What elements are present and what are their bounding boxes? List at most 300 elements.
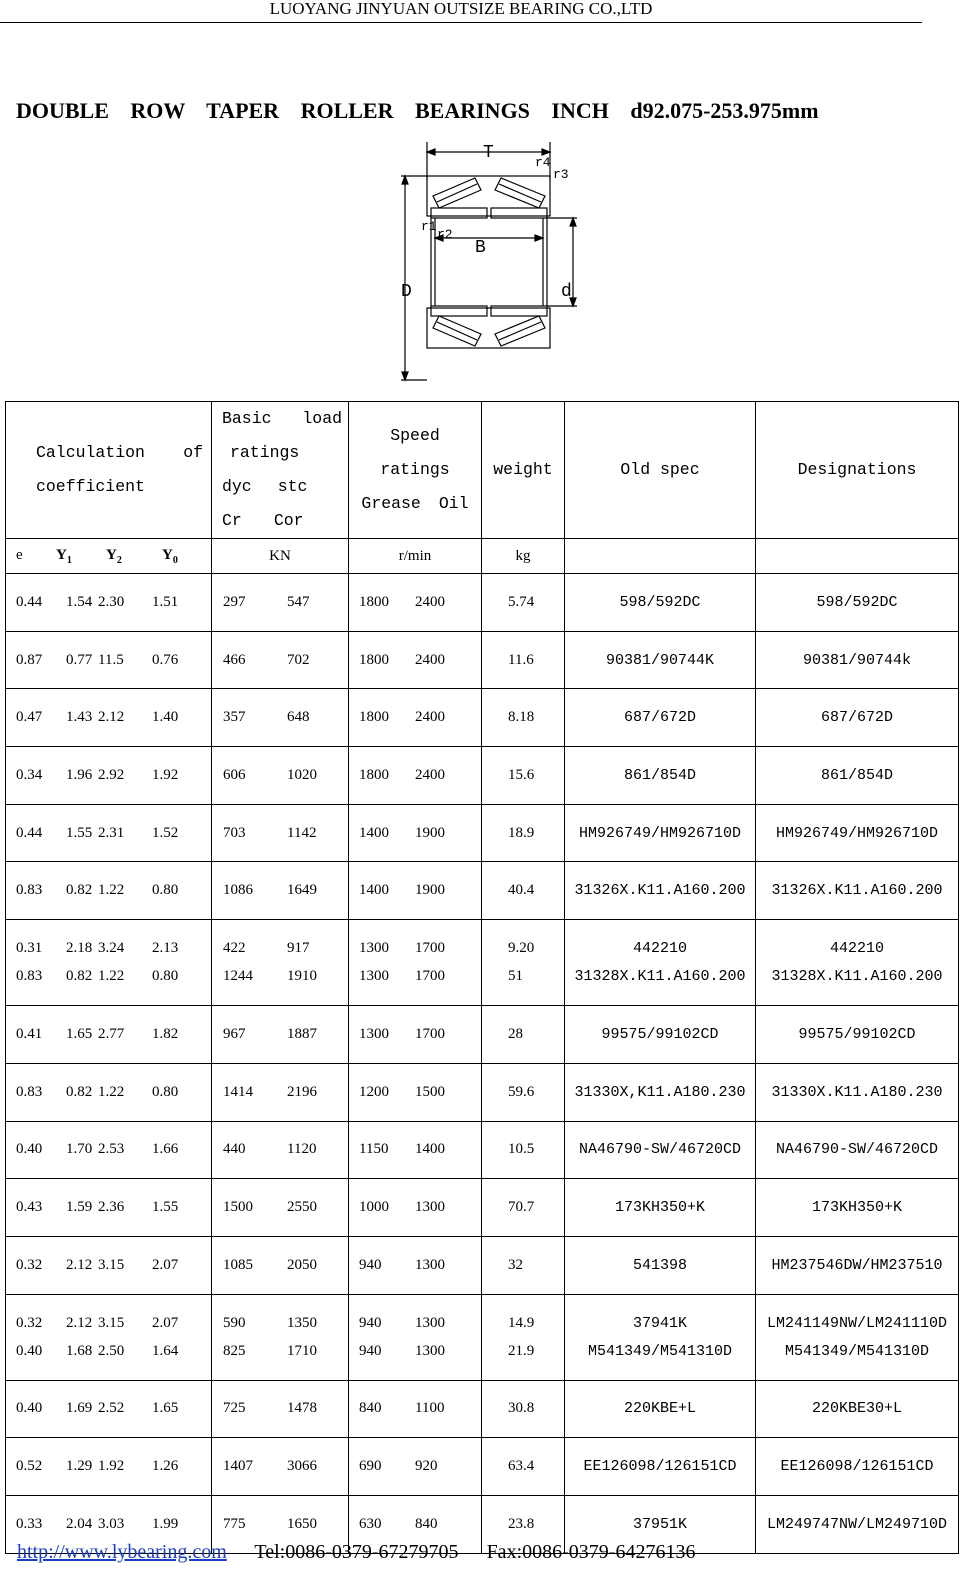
coef-e: 0.87 <box>16 651 43 668</box>
speed-oil: 1500 <box>415 1083 445 1100</box>
load-cor: 1142 <box>287 824 317 841</box>
load-cr: 1407 <box>223 1458 253 1475</box>
speed-cell <box>349 1121 482 1179</box>
load-cell <box>212 1236 349 1294</box>
title-word: d92.075-253.975mm <box>630 98 819 123</box>
designation-cell <box>756 1236 959 1294</box>
table-row <box>6 689 959 747</box>
old-spec-value: 173KH350+K <box>614 1199 705 1217</box>
old-spec-cell <box>565 862 756 920</box>
designation-value: 598/592DC <box>816 593 898 611</box>
weight-value: 28 <box>508 1025 523 1042</box>
coef-y1: 1.68 <box>66 1342 93 1359</box>
weight-cell <box>482 920 565 1006</box>
speed-grease: 630 <box>359 1515 382 1532</box>
old-spec-value: 861/854D <box>623 766 696 784</box>
old-spec-cell <box>565 1294 756 1380</box>
table-header-row <box>6 402 959 539</box>
old-spec-cell <box>565 631 756 689</box>
coefficient-cell <box>6 1063 212 1121</box>
coef-e: 0.83 <box>16 968 43 985</box>
coef-y0: 2.07 <box>152 1314 179 1331</box>
load-cor: 1650 <box>287 1515 317 1532</box>
coef-y0: 1.40 <box>152 709 179 726</box>
coef-y0: 1.92 <box>152 766 179 783</box>
designation-value: 90381/90744k <box>802 651 912 669</box>
header-speed-ratings <box>349 402 482 539</box>
coef-y1: 0.82 <box>66 968 93 985</box>
coef-y2: 11.5 <box>98 651 124 668</box>
old-spec-cell <box>565 920 756 1006</box>
header-text: Grease <box>361 494 421 513</box>
load-cr: 440 <box>223 1141 246 1158</box>
coef-y2: 2.77 <box>98 1025 125 1042</box>
coefficient-cell <box>6 1380 212 1438</box>
load-cr: 725 <box>223 1400 246 1417</box>
speed-grease: 1200 <box>359 1083 389 1100</box>
unit-load: KN <box>212 539 349 574</box>
speed-oil: 2400 <box>415 651 445 668</box>
old-spec-value: 442210 <box>632 940 687 958</box>
page-title <box>16 98 819 124</box>
bearing-cross-section-diagram <box>395 138 580 386</box>
coef-y1: 0.77 <box>66 651 93 668</box>
old-spec-value: 31326X.K11.A160.200 <box>574 882 746 900</box>
header-old-spec: Old spec <box>565 402 756 539</box>
table-row <box>6 1179 959 1237</box>
coef-e: 0.44 <box>16 824 43 841</box>
load-cell <box>212 1121 349 1179</box>
designation-cell <box>756 1294 959 1380</box>
speed-grease: 1800 <box>359 766 389 783</box>
coef-y2: 2.12 <box>98 709 125 726</box>
speed-cell <box>349 1006 482 1064</box>
old-spec-value: M541349/M541310D <box>587 1342 733 1360</box>
weight-value: 18.9 <box>508 824 535 841</box>
speed-grease: 690 <box>359 1458 382 1475</box>
old-spec-value: EE126098/126151CD <box>583 1458 737 1476</box>
header-text: Cor <box>273 511 304 530</box>
speed-grease: 1150 <box>359 1141 389 1158</box>
table-row <box>6 1121 959 1179</box>
coef-e: 0.43 <box>16 1199 43 1216</box>
title-word: BEARINGS <box>415 98 530 123</box>
weight-value: 70.7 <box>508 1199 535 1216</box>
load-cell <box>212 1006 349 1064</box>
weight-cell <box>482 1063 565 1121</box>
weight-cell <box>482 631 565 689</box>
speed-cell <box>349 574 482 632</box>
unit-y2: $Y_2$ <box>106 546 122 566</box>
speed-cell <box>349 1294 482 1380</box>
table-row <box>6 1294 959 1380</box>
weight-value: 40.4 <box>508 882 535 899</box>
header-calc-coefficient <box>6 402 212 539</box>
load-cor: 1649 <box>287 882 317 899</box>
coefficient-cell <box>6 920 212 1006</box>
coef-e: 0.33 <box>16 1515 43 1532</box>
old-spec-value: 598/592DC <box>619 593 701 611</box>
speed-oil: 1300 <box>415 1314 445 1331</box>
coef-e: 0.40 <box>16 1342 43 1359</box>
footer <box>17 1541 695 1564</box>
weight-cell <box>482 574 565 632</box>
table-row <box>6 574 959 632</box>
website-link[interactable]: http://www.lybearing.com <box>17 1541 227 1563</box>
title-word: TAPER <box>206 98 280 123</box>
speed-oil: 2400 <box>415 593 445 610</box>
fax: Fax:0086-0379-64276136 <box>486 1541 696 1563</box>
coef-e: 0.40 <box>16 1400 43 1417</box>
unit-e: e <box>16 546 23 563</box>
old-spec-value: 37951K <box>632 1515 687 1533</box>
coef-y0: 1.51 <box>152 593 179 610</box>
designation-value: 687/672D <box>820 709 893 727</box>
header-text: Oil <box>438 494 469 513</box>
speed-cell <box>349 1236 482 1294</box>
coefficient-cell <box>6 1438 212 1496</box>
designation-cell <box>756 1495 959 1553</box>
speed-oil: 1300 <box>415 1199 445 1216</box>
table-row <box>6 862 959 920</box>
load-cr: 1086 <box>223 882 253 899</box>
designation-value: LM241149NW/LM241110D <box>766 1314 948 1332</box>
telephone: Tel:0086-0379-67279705 <box>254 1541 459 1563</box>
speed-grease: 840 <box>359 1400 382 1417</box>
label-r2: r2 <box>437 227 453 242</box>
header-text: Calculation <box>36 443 145 462</box>
coef-y2: 3.15 <box>98 1314 125 1331</box>
load-cell <box>212 804 349 862</box>
speed-oil: 920 <box>415 1458 438 1475</box>
speed-cell <box>349 1438 482 1496</box>
coef-y1: 1.96 <box>66 766 93 783</box>
load-cr: 967 <box>223 1025 246 1042</box>
designation-value: EE126098/126151CD <box>780 1458 934 1476</box>
load-cr: 297 <box>223 593 246 610</box>
table-row <box>6 1380 959 1438</box>
weight-cell <box>482 862 565 920</box>
weight-value: 11.6 <box>508 651 534 668</box>
title-word: DOUBLE <box>16 98 109 123</box>
coef-e: 0.32 <box>16 1256 43 1273</box>
speed-cell <box>349 689 482 747</box>
load-cor: 2050 <box>287 1256 317 1273</box>
speed-grease: 1300 <box>359 1025 389 1042</box>
designation-value: NA46790-SW/46720CD <box>775 1141 939 1159</box>
table-row <box>6 747 959 805</box>
coef-y1: 2.12 <box>66 1314 93 1331</box>
coefficient-cell <box>6 1236 212 1294</box>
load-cor: 1350 <box>287 1314 317 1331</box>
coef-y2: 2.30 <box>98 593 125 610</box>
old-spec-cell <box>565 747 756 805</box>
title-word: ROLLER <box>300 98 394 123</box>
designation-cell <box>756 747 959 805</box>
header-text: load <box>302 409 342 428</box>
old-spec-cell <box>565 1236 756 1294</box>
label-B: B <box>475 238 486 258</box>
speed-oil: 2400 <box>415 766 445 783</box>
header-designations: Designations <box>756 402 959 539</box>
designation-value: 173KH350+K <box>811 1199 902 1217</box>
load-cell <box>212 1438 349 1496</box>
coef-e: 0.47 <box>16 709 43 726</box>
header-text: Speed <box>390 426 440 445</box>
old-spec-value: 37941K <box>632 1314 687 1332</box>
load-cr: 466 <box>223 651 246 668</box>
load-cor: 1710 <box>287 1342 317 1359</box>
coefficient-cell <box>6 1121 212 1179</box>
designation-cell <box>756 1438 959 1496</box>
speed-oil: 1700 <box>415 940 445 957</box>
speed-cell <box>349 631 482 689</box>
speed-cell <box>349 1179 482 1237</box>
weight-value: 51 <box>508 968 523 985</box>
load-cr: 590 <box>223 1314 246 1331</box>
load-cor: 917 <box>287 940 310 957</box>
load-cr: 825 <box>223 1342 246 1359</box>
unit-empty <box>565 539 756 574</box>
speed-oil: 1300 <box>415 1256 445 1273</box>
load-cr: 703 <box>223 824 246 841</box>
designation-value: LM249747NW/LM249710D <box>766 1515 948 1533</box>
load-cr: 775 <box>223 1515 246 1532</box>
designation-value: M541349/M541310D <box>784 1342 930 1360</box>
table-row <box>6 1063 959 1121</box>
speed-cell <box>349 1063 482 1121</box>
weight-cell <box>482 1294 565 1380</box>
weight-value: 5.74 <box>508 593 535 610</box>
coef-y2: 1.22 <box>98 1083 125 1100</box>
unit-speed: r/min <box>349 539 482 574</box>
designation-value: 31330X.K11.A180.230 <box>771 1083 943 1101</box>
weight-cell <box>482 1006 565 1064</box>
coef-y0: 1.26 <box>152 1458 179 1475</box>
table-units-row <box>6 539 959 574</box>
speed-cell <box>349 747 482 805</box>
load-cell <box>212 631 349 689</box>
speed-oil: 1300 <box>415 1342 445 1359</box>
coef-y0: 2.13 <box>152 940 179 957</box>
coef-y2: 1.92 <box>98 1458 125 1475</box>
header-text: dyc <box>222 477 252 496</box>
label-r4: r4 <box>535 155 551 170</box>
weight-cell <box>482 1121 565 1179</box>
speed-cell <box>349 862 482 920</box>
load-cell <box>212 1179 349 1237</box>
old-spec-value: 99575/99102CD <box>601 1025 719 1043</box>
speed-cell <box>349 804 482 862</box>
coefficient-cell <box>6 747 212 805</box>
weight-cell <box>482 1236 565 1294</box>
title-word: INCH <box>551 98 609 123</box>
coef-y0: 2.07 <box>152 1256 179 1273</box>
load-cell <box>212 862 349 920</box>
coef-y2: 1.22 <box>98 968 125 985</box>
designation-cell <box>756 689 959 747</box>
coefficient-cell <box>6 1179 212 1237</box>
coef-y0: 1.55 <box>152 1199 179 1216</box>
designation-value: 31326X.K11.A160.200 <box>771 882 943 900</box>
header-text: ratings <box>380 460 450 479</box>
coefficient-cell <box>6 1294 212 1380</box>
load-cell <box>212 689 349 747</box>
designation-value: 442210 <box>829 940 884 958</box>
coef-y2: 2.52 <box>98 1400 125 1417</box>
coef-y2: 3.24 <box>98 940 125 957</box>
old-spec-value: NA46790-SW/46720CD <box>578 1141 742 1159</box>
designation-value: 861/854D <box>820 766 893 784</box>
header-text: coefficient <box>36 477 145 496</box>
coef-y2: 2.50 <box>98 1342 125 1359</box>
coefficient-cell <box>6 574 212 632</box>
weight-cell <box>482 1438 565 1496</box>
coef-y1: 1.43 <box>66 709 93 726</box>
designation-value: 220KBE30+L <box>811 1400 902 1418</box>
weight-value: 59.6 <box>508 1083 535 1100</box>
speed-grease: 1800 <box>359 709 389 726</box>
coef-e: 0.44 <box>16 593 43 610</box>
speed-oil: 1700 <box>415 1025 445 1042</box>
speed-oil: 1400 <box>415 1141 445 1158</box>
coef-e: 0.34 <box>16 766 43 783</box>
coef-e: 0.41 <box>16 1025 43 1042</box>
load-cell <box>212 1294 349 1380</box>
weight-cell <box>482 1380 565 1438</box>
designation-cell <box>756 804 959 862</box>
weight-value: 9.20 <box>508 940 535 957</box>
units-coefficients <box>6 539 212 574</box>
speed-oil: 1100 <box>415 1400 445 1417</box>
load-cr: 422 <box>223 940 246 957</box>
speed-grease: 940 <box>359 1256 382 1273</box>
load-cr: 357 <box>223 709 246 726</box>
designation-cell <box>756 574 959 632</box>
speed-grease: 940 <box>359 1314 382 1331</box>
weight-value: 23.8 <box>508 1515 535 1532</box>
speed-cell <box>349 1380 482 1438</box>
coef-y0: 1.52 <box>152 824 179 841</box>
load-cor: 2196 <box>287 1083 317 1100</box>
coef-y2: 2.31 <box>98 824 125 841</box>
table-row <box>6 1236 959 1294</box>
load-cor: 547 <box>287 593 310 610</box>
old-spec-cell <box>565 1179 756 1237</box>
coef-y0: 1.64 <box>152 1342 179 1359</box>
weight-value: 30.8 <box>508 1400 535 1417</box>
header-basic-load-ratings <box>212 402 349 539</box>
speed-oil: 840 <box>415 1515 438 1532</box>
coef-y0: 0.76 <box>152 651 179 668</box>
speed-grease: 1400 <box>359 824 389 841</box>
speed-oil: 1900 <box>415 824 445 841</box>
coef-y0: 0.80 <box>152 882 179 899</box>
old-spec-value: 31328X.K11.A160.200 <box>574 968 746 986</box>
designation-cell <box>756 920 959 1006</box>
designation-cell <box>756 631 959 689</box>
unit-empty <box>756 539 959 574</box>
designation-value: HM237546DW/HM237510 <box>771 1256 943 1274</box>
header-text: Basic <box>222 409 272 428</box>
table-row <box>6 920 959 1006</box>
coef-y1: 0.82 <box>66 882 93 899</box>
load-cell <box>212 747 349 805</box>
weight-value: 21.9 <box>508 1342 535 1359</box>
unit-y1: $Y_1$ <box>56 546 72 566</box>
label-r1: r1 <box>421 219 437 234</box>
old-spec-cell <box>565 804 756 862</box>
header-text: of <box>183 443 203 462</box>
weight-value: 8.18 <box>508 709 535 726</box>
table-row <box>6 631 959 689</box>
old-spec-cell <box>565 1063 756 1121</box>
old-spec-value: 90381/90744K <box>605 651 715 669</box>
designation-cell <box>756 1006 959 1064</box>
weight-value: 32 <box>508 1256 523 1273</box>
coefficient-cell <box>6 1006 212 1064</box>
speed-oil: 1700 <box>415 968 445 985</box>
old-spec-value: 687/672D <box>623 709 696 727</box>
old-spec-value: 220KBE+L <box>623 1400 696 1418</box>
old-spec-value: HM926749/HM926710D <box>578 824 742 842</box>
coef-e: 0.32 <box>16 1314 43 1331</box>
header-text: ratings <box>230 443 300 462</box>
weight-value: 14.9 <box>508 1314 535 1331</box>
speed-grease: 1800 <box>359 651 389 668</box>
old-spec-value: 31330X,K11.A180.230 <box>574 1083 746 1101</box>
label-d: d <box>561 282 572 302</box>
load-cor: 1020 <box>287 766 317 783</box>
coef-y0: 1.99 <box>152 1515 179 1532</box>
load-cr: 1500 <box>223 1199 253 1216</box>
title-word: ROW <box>130 98 186 123</box>
company-name: LUOYANG JINYUAN OUTSIZE BEARING CO.,LTD <box>269 0 653 18</box>
label-D: D <box>401 282 412 302</box>
old-spec-cell <box>565 1006 756 1064</box>
coef-y1: 0.82 <box>66 1083 93 1100</box>
load-cor: 1887 <box>287 1025 317 1042</box>
header-weight: weight <box>482 402 565 539</box>
coef-y2: 3.15 <box>98 1256 125 1273</box>
speed-oil: 1900 <box>415 882 445 899</box>
coefficient-cell <box>6 862 212 920</box>
designation-cell <box>756 862 959 920</box>
header-text: stc <box>277 477 308 496</box>
load-cor: 648 <box>287 709 310 726</box>
load-cor: 2550 <box>287 1199 317 1216</box>
coefficient-cell <box>6 689 212 747</box>
speed-grease: 1000 <box>359 1199 389 1216</box>
load-cell <box>212 1063 349 1121</box>
coef-e: 0.52 <box>16 1458 43 1475</box>
coef-y2: 2.92 <box>98 766 125 783</box>
weight-value: 15.6 <box>508 766 535 783</box>
weight-cell <box>482 1179 565 1237</box>
coef-y1: 1.55 <box>66 824 93 841</box>
coef-y0: 0.80 <box>152 1083 179 1100</box>
load-cr: 606 <box>223 766 246 783</box>
unit-weight: kg <box>482 539 565 574</box>
load-cr: 1085 <box>223 1256 253 1273</box>
weight-value: 10.5 <box>508 1141 535 1158</box>
coef-y2: 2.36 <box>98 1199 125 1216</box>
coef-e: 0.83 <box>16 1083 43 1100</box>
old-spec-cell <box>565 1121 756 1179</box>
weight-cell <box>482 689 565 747</box>
old-spec-cell <box>565 574 756 632</box>
weight-cell <box>482 804 565 862</box>
